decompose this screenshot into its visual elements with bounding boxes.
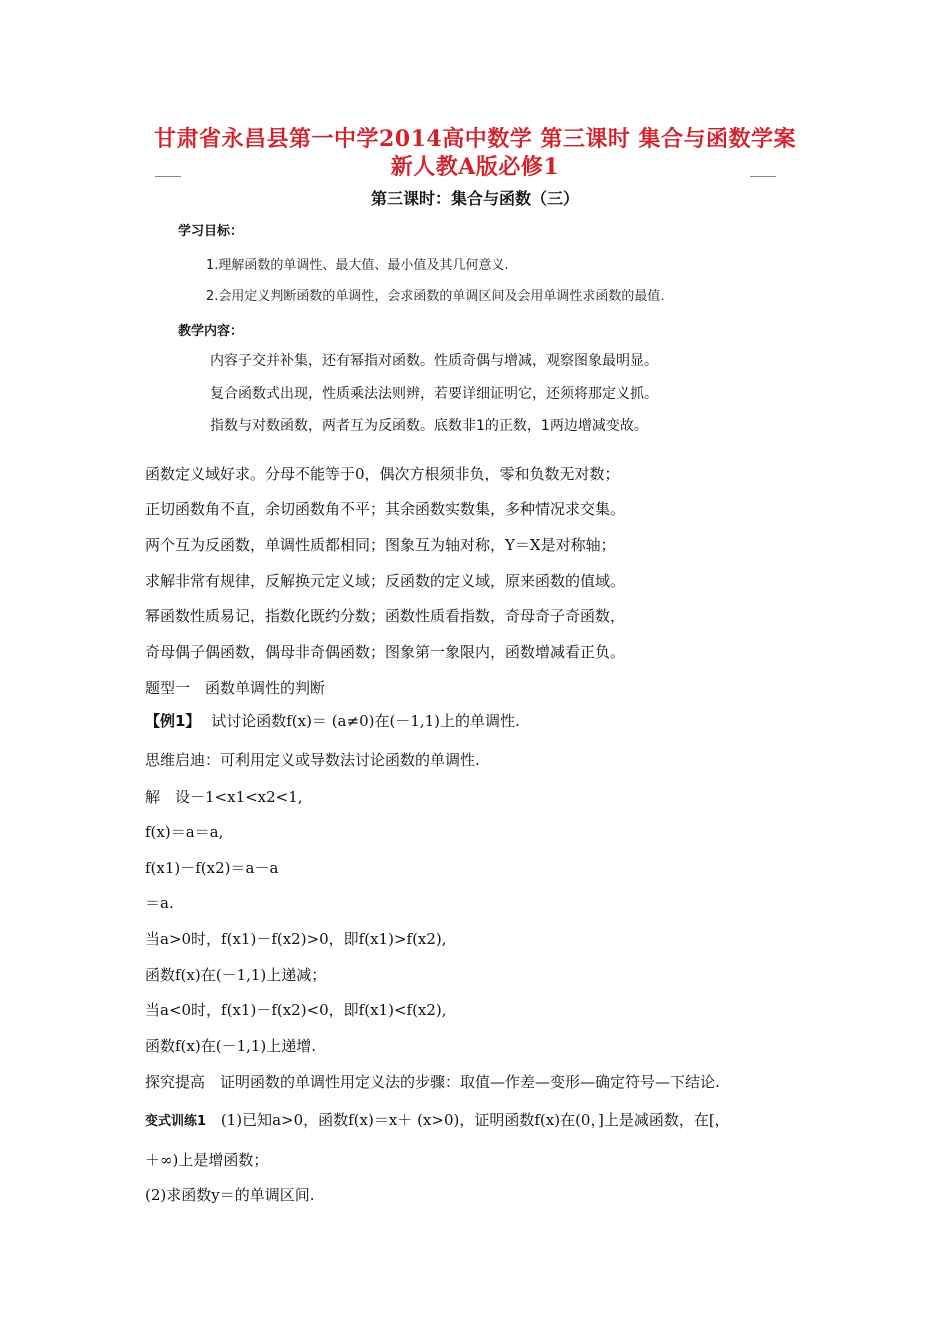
exercise-label: 变式训练1 xyxy=(145,1114,207,1129)
example-text: 试讨论函数f(x)＝ (a≠0)在(－1,1)上的单调性. xyxy=(211,712,520,730)
content-heading: 教学内容： xyxy=(178,324,244,339)
goal-item-1: 1.理解函数的单调性、最大值、最小值及其几何意义. xyxy=(206,258,509,273)
solution-line-1: 思维启迪：可利用定义或导数法讨论函数的单调性. xyxy=(145,751,480,769)
exercise-line-3: (2)求函数y＝的单调区间. xyxy=(145,1186,315,1204)
document-title-line-1: 甘肃省永昌县第一中学2014高中数学 第三课时 集合与函数学案 xyxy=(153,126,797,152)
lesson-subtitle: 第三课时：集合与函数（三） xyxy=(370,189,579,208)
question-type-heading: 题型一 函数单调性的判断 xyxy=(145,679,326,697)
goals-heading: 学习目标： xyxy=(178,224,244,239)
solution-line-4: f(x1)－f(x2)＝a－a xyxy=(145,859,279,877)
solution-line-5: ＝a. xyxy=(145,894,174,912)
content-line-1: 内容子交并补集，还有幂指对函数。性质奇偶与增减，观察图象最明显。 xyxy=(210,353,658,369)
solution-line-6: 当a>0时，f(x1)－f(x2)>0，即f(x1)>f(x2), xyxy=(145,930,447,948)
solution-line-9: 函数f(x)在(－1,1)上递增. xyxy=(145,1037,317,1055)
content-line-2: 复合函数式出现，性质乘法法则辨，若要详细证明它，还须将那定义抓。 xyxy=(210,386,658,402)
solution-line-8: 当a<0时，f(x1)－f(x2)<0，即f(x1)<f(x2), xyxy=(145,1001,447,1019)
goal-item-2: 2.会用定义判断函数的单调性，会求函数的单调区间及会用单调性求函数的最值. xyxy=(206,289,665,304)
body-line-6: 奇母偶子偶函数，偶母非奇偶函数；图象第一象限内，函数增减看正负。 xyxy=(145,643,626,661)
body-line-5: 幂函数性质易记，指数化既约分数；函数性质看指数，奇母奇子奇函数， xyxy=(145,607,626,625)
example-1 xyxy=(145,710,520,731)
body-line-3: 两个互为反函数，单调性质都相同；图象互为轴对称，Y＝X是对称轴； xyxy=(145,536,616,554)
exercise-line-2: ＋∞)上是增函数； xyxy=(145,1151,269,1169)
example-label: 【例1】 xyxy=(145,712,201,730)
solution-line-2: 解 设－1<x1<x2<1, xyxy=(145,788,303,806)
document-title-line-2: 新人教A版必修1 xyxy=(390,154,560,180)
body-line-1: 函数定义域好求。分母不能等于0，偶次方根须非负，零和负数无对数； xyxy=(145,465,620,483)
solution-line-10: 探究提高 证明函数的单调性用定义法的步骤：取值—作差—变形—确定符号—下结论. xyxy=(145,1073,720,1091)
solution-line-7: 函数f(x)在(－1,1)上递减； xyxy=(145,966,327,984)
header-rule-right xyxy=(750,176,776,177)
exercise-text-1: (1)已知a>0，函数f(x)＝x＋ (x>0)，证明函数f(x)在(0，]上是减函数，在[， xyxy=(220,1111,730,1129)
body-line-2: 正切函数角不直，余切函数角不平；其余函数实数集，多种情况求交集。 xyxy=(145,500,626,518)
exercise-line-1 xyxy=(145,1109,730,1130)
body-line-4: 求解非常有规律，反解换元定义域；反函数的定义域，原来函数的值域。 xyxy=(145,572,626,590)
header-rule-left xyxy=(155,176,181,177)
content-line-3: 指数与对数函数，两者互为反函数。底数非1的正数，1两边增减变故。 xyxy=(210,418,648,434)
solution-line-3: f(x)＝a＝a, xyxy=(145,823,224,841)
